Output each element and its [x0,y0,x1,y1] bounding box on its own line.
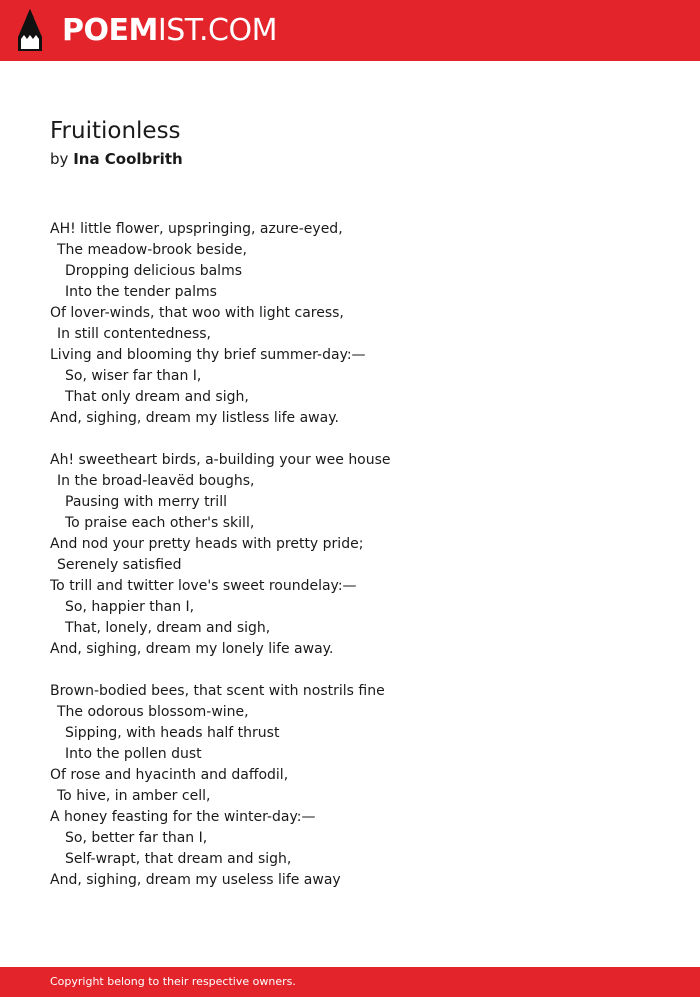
poem-line: Ah! sweetheart birds, a-building your wee house [50,452,391,468]
poem-line: To praise each other's skill, [65,515,255,531]
poem-line: To trill and twitter love's sweet roundelay:— [50,578,357,594]
stanza [50,681,670,891]
poem-line: And, sighing, dream my useless life away [50,872,341,888]
poem-line: That only dream and sigh, [65,389,249,405]
brand-light: IST.COM [157,13,277,48]
poem-line: The odorous blossom-wine, [57,704,249,720]
poem-line: That, lonely, dream and sigh, [65,620,271,636]
poem-line: In the broad-leavëd boughs, [57,473,255,489]
stanza [50,450,670,660]
poem-title: Fruitionless [50,118,181,144]
poem-line: So, happier than I, [65,599,195,615]
poem-line: Pausing with merry trill [65,494,227,510]
stanza [50,219,670,429]
poem-line: Into the pollen dust [65,746,202,762]
byline [50,148,183,170]
poem-line: So, wiser far than I, [65,368,202,384]
poem-line: Brown-bodied bees, that scent with nostrils fine [50,683,385,699]
poem-line: In still contentedness, [57,326,211,342]
site-header [0,0,700,61]
copyright-text: Copyright belong to their respective owners. [50,975,296,988]
poem-line: So, better far than I, [65,830,208,846]
poem-line: The meadow-brook beside, [57,242,247,258]
poem-line: To hive, in amber cell, [57,788,211,804]
poem-line: Of lover-winds, that woo with light caress, [50,305,344,321]
site-logo-text[interactable] [62,11,277,51]
poem-line: And nod your pretty heads with pretty pride; [50,536,364,552]
poem-body [50,219,670,912]
poem-line: Serenely satisfied [57,557,182,573]
by-label: by [50,150,69,168]
poem-line: Sipping, with heads half thrust [65,725,280,741]
poem-line: AH! little flower, upspringing, azure-eyed, [50,221,343,237]
poem-line: Dropping delicious balms [65,263,243,279]
poem-line: Living and blooming thy brief summer-day:— [50,347,366,363]
pencil-tip-icon [18,9,42,51]
poem-line: And, sighing, dream my listless life away. [50,410,339,426]
poem-line: Into the tender palms [65,284,217,300]
poem-line: Of rose and hyacinth and daffodil, [50,767,289,783]
poem-line: And, sighing, dream my lonely life away. [50,641,334,657]
author-name: Ina Coolbrith [73,150,183,168]
poem-line: A honey feasting for the winter-day:— [50,809,316,825]
brand-bold: POEM [62,13,158,48]
poem-line: Self-wrapt, that dream and sigh, [65,851,292,867]
site-footer [0,967,700,997]
